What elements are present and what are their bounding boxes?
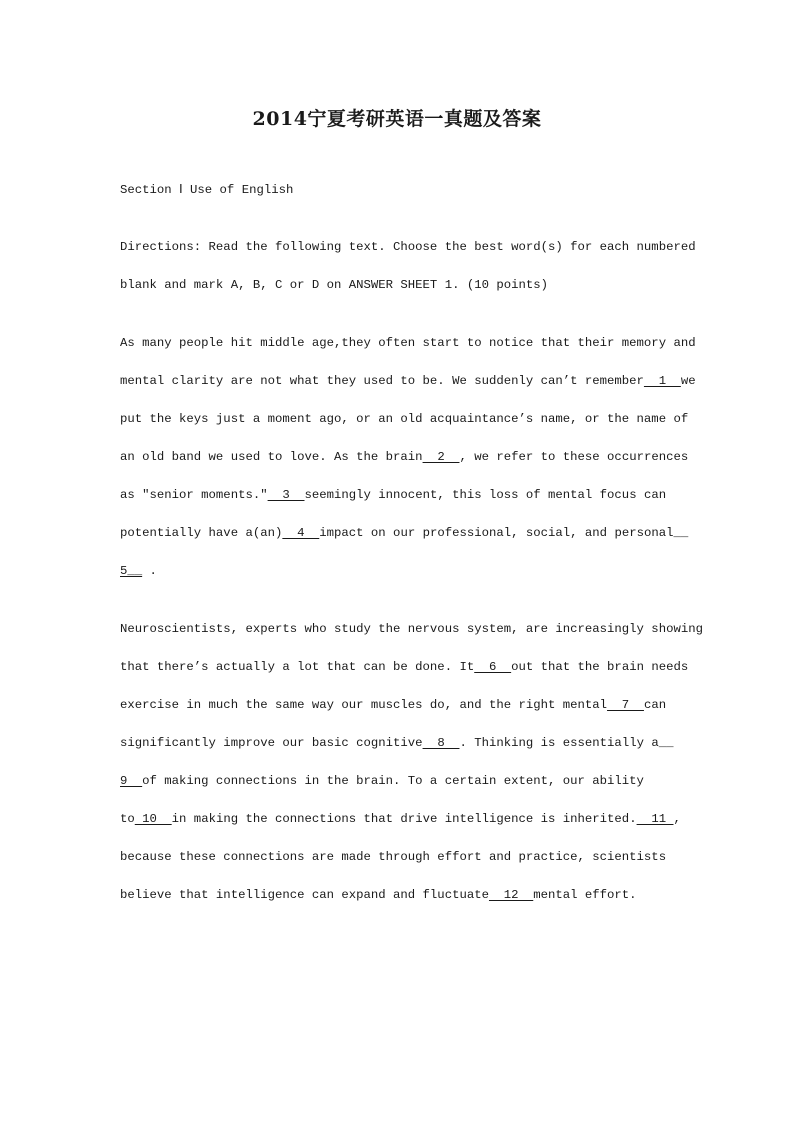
text-segment: . Thinking is essentially a xyxy=(459,736,659,750)
blank-3: 3 xyxy=(267,488,305,502)
directions-line-2: blank and mark A, B, C or D on ANSWER SHEET 1. (10 points) xyxy=(120,278,549,292)
section-heading: Section Ⅰ Use of English xyxy=(120,183,294,197)
blank-12: 12 xyxy=(488,888,534,902)
text-segment: , we refer to these occurrences xyxy=(459,450,689,464)
directions-line-1: Directions: Read the following text. Choose the best word(s) for each numbered xyxy=(120,240,696,254)
paragraph1-line-4 xyxy=(120,450,688,464)
text-segment: mental clarity are not what they used to be. We suddenly can’t remember xyxy=(120,374,644,388)
paragraph1-line-3: put the keys just a moment ago, or an old acquaintance’s name, or the name of xyxy=(120,412,689,426)
text-segment: we xyxy=(680,374,696,388)
paragraph2-line-8 xyxy=(120,888,637,902)
paragraph1-line-6 xyxy=(120,526,688,540)
blank-7: 7 xyxy=(607,698,644,712)
text-segment: can xyxy=(643,698,667,712)
paragraph2-line-4 xyxy=(120,736,673,750)
paragraph2-line-1: Neuroscientists, experts who study the nervous system, are increasingly showing xyxy=(120,622,703,636)
blank-6: 6 xyxy=(474,660,512,674)
blank-9: 9 xyxy=(120,774,143,788)
paragraph2-line-7: because these connections are made through effort and practice, scientists xyxy=(120,850,667,864)
text-segment: out that the brain needs xyxy=(511,660,689,674)
text-segment: of making connections in the brain. To a certain extent, our ability xyxy=(142,774,644,788)
paragraph1-line-7 xyxy=(120,564,157,578)
blank-9-start: __ xyxy=(658,736,674,750)
text-segment: significantly improve our basic cognitive xyxy=(120,736,423,750)
blank-11: 11 xyxy=(636,812,674,826)
text-segment: as ″senior moments.″ xyxy=(120,488,268,502)
paragraph1-line-1: As many people hit middle age,they often start to notice that their memory and xyxy=(120,336,696,350)
paragraph2-line-5 xyxy=(120,774,644,788)
paragraph2-line-2 xyxy=(120,660,688,674)
blank-4: 4 xyxy=(282,526,320,540)
blank-10: 10 xyxy=(134,812,172,826)
paragraph2-line-3 xyxy=(120,698,666,712)
text-segment: , xyxy=(673,812,681,826)
text-segment: exercise in much the same way our muscles do, and the right mental xyxy=(120,698,608,712)
text-segment: mental effort. xyxy=(533,888,637,902)
blank-5-start: __ xyxy=(673,526,689,540)
page-title: 2014宁夏考研英语一真题及答案 xyxy=(252,108,542,130)
blank-1: 1 xyxy=(643,374,681,388)
blank-2: 2 xyxy=(422,450,460,464)
blank-5: 5__ xyxy=(120,564,143,578)
text-segment: . xyxy=(142,564,157,578)
text-segment: to xyxy=(120,812,135,826)
text-segment: an old band we used to love. As the brain xyxy=(120,450,423,464)
paragraph1-line-5 xyxy=(120,488,666,502)
text-segment: impact on our professional, social, and personal xyxy=(319,526,674,540)
text-segment: in making the connections that drive intelligence is inherited. xyxy=(171,812,637,826)
text-segment: believe that intelligence can expand and fluctuate xyxy=(120,888,489,902)
text-segment: potentially have a(an) xyxy=(120,526,283,540)
blank-8: 8 xyxy=(422,736,460,750)
text-segment: that there’s actually a lot that can be done. It xyxy=(120,660,475,674)
text-segment: seemingly innocent, this loss of mental focus can xyxy=(304,488,667,502)
paragraph2-line-6 xyxy=(120,812,681,826)
paragraph1-line-2 xyxy=(120,374,696,388)
